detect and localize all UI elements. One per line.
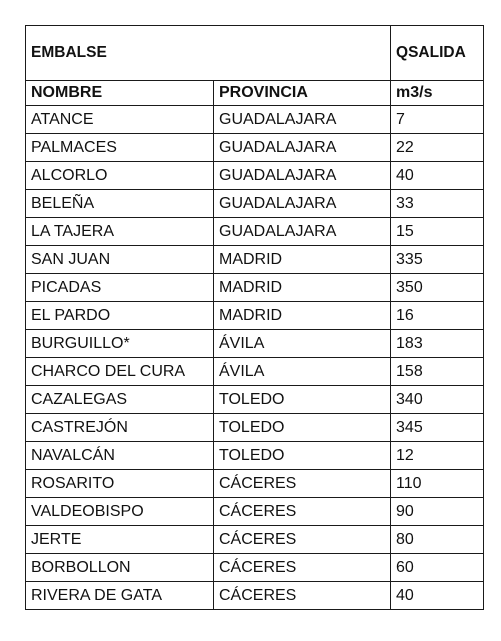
table-row [26, 358, 484, 386]
province-cell: CÁCERES [214, 554, 391, 582]
outflow-cell: 16 [391, 302, 484, 330]
outflow-cell: 340 [391, 386, 484, 414]
province-cell: ÁVILA [214, 358, 391, 386]
unit-header: m3/s [391, 81, 484, 106]
province-cell: TOLEDO [214, 442, 391, 470]
province-cell: GUADALAJARA [214, 218, 391, 246]
outflow-cell: 350 [391, 274, 484, 302]
table-row [26, 554, 484, 582]
reservoir-name-cell: ALCORLO [26, 162, 214, 190]
province-cell: GUADALAJARA [214, 134, 391, 162]
outflow-cell: 90 [391, 498, 484, 526]
province-cell: CÁCERES [214, 470, 391, 498]
province-cell: CÁCERES [214, 526, 391, 554]
province-cell: CÁCERES [214, 498, 391, 526]
reservoir-name-cell: EL PARDO [26, 302, 214, 330]
table-row [26, 218, 484, 246]
reservoir-name-cell: BURGUILLO* [26, 330, 214, 358]
outflow-cell: 7 [391, 106, 484, 134]
provincia-header: PROVINCIA [214, 81, 391, 106]
province-cell: MADRID [214, 274, 391, 302]
column-header-row [26, 81, 484, 106]
reservoir-name-cell: CAZALEGAS [26, 386, 214, 414]
outflow-cell: 15 [391, 218, 484, 246]
reservoir-name-cell: LA TAJERA [26, 218, 214, 246]
table-row [26, 470, 484, 498]
reservoir-name-cell: ROSARITO [26, 470, 214, 498]
province-cell: TOLEDO [214, 386, 391, 414]
table-body [26, 26, 484, 610]
table-row [26, 190, 484, 218]
table-row [26, 526, 484, 554]
outflow-cell: 22 [391, 134, 484, 162]
outflow-cell: 183 [391, 330, 484, 358]
province-cell: GUADALAJARA [214, 162, 391, 190]
province-cell: GUADALAJARA [214, 190, 391, 218]
reservoir-name-cell: JERTE [26, 526, 214, 554]
outflow-cell: 40 [391, 582, 484, 610]
outflow-cell: 40 [391, 162, 484, 190]
outflow-cell: 80 [391, 526, 484, 554]
province-cell: CÁCERES [214, 582, 391, 610]
table-row [26, 302, 484, 330]
qsalida-header: QSALIDA [391, 26, 484, 81]
reservoir-name-cell: SAN JUAN [26, 246, 214, 274]
table-row [26, 498, 484, 526]
table-row [26, 386, 484, 414]
table-row [26, 134, 484, 162]
outflow-cell: 12 [391, 442, 484, 470]
province-cell: MADRID [214, 246, 391, 274]
outflow-cell: 60 [391, 554, 484, 582]
reservoir-name-cell: VALDEOBISPO [26, 498, 214, 526]
province-cell: ÁVILA [214, 330, 391, 358]
outflow-cell: 33 [391, 190, 484, 218]
nombre-header: NOMBRE [26, 81, 214, 106]
reservoir-name-cell: CASTREJÓN [26, 414, 214, 442]
reservoir-name-cell: BORBOLLON [26, 554, 214, 582]
reservoir-name-cell: PICADAS [26, 274, 214, 302]
table-row [26, 442, 484, 470]
group-header-row [26, 26, 484, 81]
province-cell: GUADALAJARA [214, 106, 391, 134]
outflow-cell: 158 [391, 358, 484, 386]
outflow-cell: 345 [391, 414, 484, 442]
table-row [26, 106, 484, 134]
province-cell: TOLEDO [214, 414, 391, 442]
table-row [26, 330, 484, 358]
reservoir-name-cell: ATANCE [26, 106, 214, 134]
province-cell: MADRID [214, 302, 391, 330]
table-row [26, 246, 484, 274]
table-row [26, 582, 484, 610]
embalse-header: EMBALSE [26, 26, 391, 81]
table-row [26, 414, 484, 442]
reservoir-name-cell: CHARCO DEL CURA [26, 358, 214, 386]
table-row [26, 162, 484, 190]
reservoir-name-cell: NAVALCÁN [26, 442, 214, 470]
reservoir-outflow-table [25, 25, 484, 610]
outflow-cell: 110 [391, 470, 484, 498]
table-row [26, 274, 484, 302]
reservoir-name-cell: PALMACES [26, 134, 214, 162]
outflow-cell: 335 [391, 246, 484, 274]
reservoir-name-cell: RIVERA DE GATA [26, 582, 214, 610]
reservoir-name-cell: BELEÑA [26, 190, 214, 218]
